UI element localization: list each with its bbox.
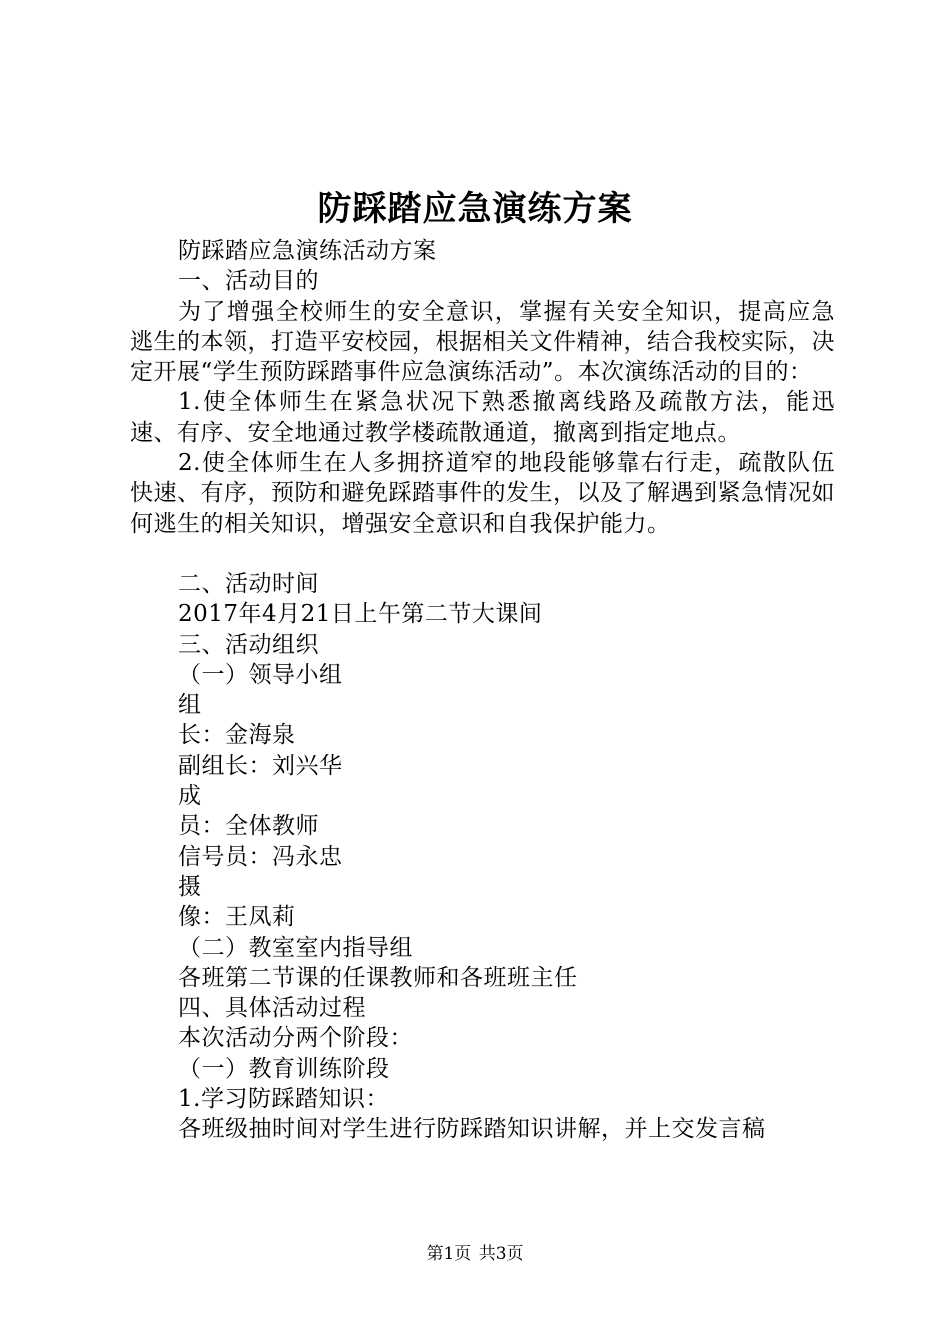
goal-item-1: 1.使全体师生在紧急状况下熟悉撤离线路及疏散方法，能迅速、有序、安全地通过教学楼疏散通道，撤离到指定地点。: [130, 389, 835, 446]
goal-item-2: 2.使全体师生在人多拥挤道窄的地段能够靠右行走，疏散队伍快速、有序，预防和避免踩踏事件的发生，以及了解遇到紧急情况如何逃生的相关知识，增强安全意识和自我保护能力。: [130, 450, 835, 537]
section-heading-organization: 三、活动组织: [178, 631, 319, 658]
leadership-group-heading: （一）领导小组: [178, 661, 343, 688]
camera-label-part1: 摄: [178, 873, 202, 900]
stage1-item-1: 1.学习防踩踏知识：: [178, 1086, 389, 1113]
process-intro: 本次活动分两个阶段：: [178, 1025, 413, 1052]
classroom-group-heading: （二）教室室内指导组: [178, 934, 413, 961]
document-body: [130, 236, 835, 1145]
members-label-part2: 员：全体教师: [178, 813, 319, 840]
classroom-group-text: 各班第二节课的任课教师和各班班主任: [178, 964, 578, 991]
members-label-part1: 成: [178, 783, 202, 810]
activity-time: 2017年4月21日上午第二节大课间: [178, 601, 543, 628]
purpose-paragraph: 为了增强全校师生的安全意识，掌握有关安全知识，提高应急逃生的本领，打造平安校园，根据相关文件精神，结合我校实际，决定开展“学生预防踩踏事件应急演练活动”。本次演练活动的目的：: [130, 298, 835, 386]
section-heading-process: 四、具体活动过程: [178, 995, 366, 1022]
camera-label-part2: 像：王凤莉: [178, 904, 296, 931]
stage1-item-1-text: 各班级抽时间对学生进行防踩踏知识讲解，并上交发言稿: [178, 1116, 766, 1143]
section-heading-time: 二、活动时间: [178, 570, 319, 597]
document-subtitle: 防踩踏应急演练活动方案: [178, 238, 437, 264]
leader-label-part2: 长：金海泉: [178, 722, 296, 749]
paragraph-gap: [130, 539, 835, 569]
document-title: 防踩踏应急演练方案: [317, 189, 633, 229]
leader-label-part1: 组: [178, 692, 202, 719]
page-footer: 第1页 共3页: [426, 1244, 524, 1264]
vice-leader-line: 副组长：刘兴华: [178, 752, 343, 779]
signaler-line: 信号员：冯永忠: [178, 843, 343, 870]
stage1-heading: （一）教育训练阶段: [178, 1055, 390, 1082]
section-heading-purpose: 一、活动目的: [178, 268, 319, 295]
